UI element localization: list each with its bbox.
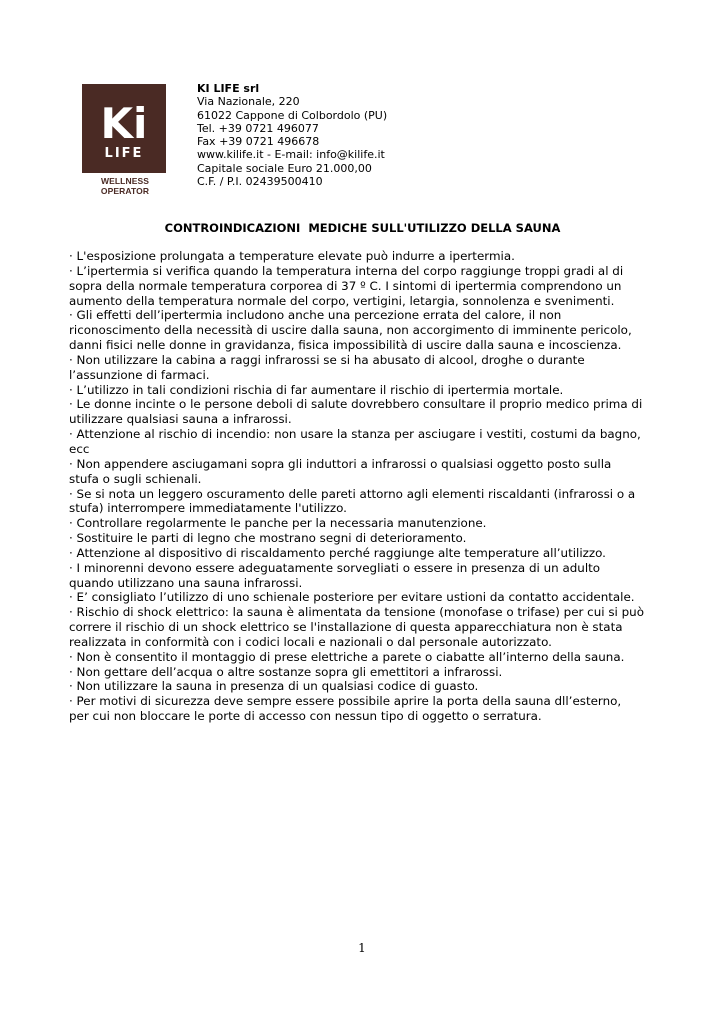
paragraph: · Non utilizzare la cabina a raggi infrarossi se si ha abusato di alcool, droghe o durante l’assunzione di farmaci. xyxy=(69,352,585,382)
company-info xyxy=(197,82,497,188)
page-number: 1 xyxy=(358,941,366,955)
company-phone: Tel. +39 0721 496077 xyxy=(197,121,319,135)
logo-mark-text: Ki xyxy=(100,99,148,148)
paragraph: · L’ipertermia si verifica quando la temperatura interna del corpo raggiunge troppi gradi al di sopra della normale temperatura corporea di 37 º C. I sintomi di ipertermia comprendono un aumento della temperatura normale del corpo, vertigini, letargia, sonnolenza e svenimenti. xyxy=(69,263,624,308)
company-logo xyxy=(82,84,166,173)
paragraph: · L’utilizzo in tali condizioni rischia di far aumentare il rischio di ipertermia mortale. xyxy=(69,382,564,397)
paragraph: · I minorenni devono essere adeguatamente sorvegliati o essere in presenza di un adulto quando utilizzano una sauna infrarossi. xyxy=(69,560,601,590)
logo-subtext: LIFE xyxy=(104,146,144,161)
paragraph: · Gli effetti dell’ipertermia includono anche una percezione errata del calore, il non riconoscimento della necessità di uscire dalla sauna, non accorgimento di imminente pericolo, danni fisici nelle donne in gravidanza, fisica impossibilità di uscire dalla sauna e incoscienza. xyxy=(69,308,632,353)
paragraph: · Sostituire le parti di legno che mostrano segni di deterioramento. xyxy=(69,531,467,546)
document-body xyxy=(69,249,644,724)
company-name: KI LIFE srl xyxy=(197,82,260,95)
paragraph: · Non gettare dell’acqua o altre sostanze sopra gli emettitori a infrarossi. xyxy=(69,664,503,679)
document-title: CONTROINDICAZIONI MEDICHE SULL'UTILIZZO DELLA SAUNA xyxy=(164,221,561,235)
paragraph: · Rischio di shock elettrico: la sauna è alimentata da tensione (monofase o trifase) per cui si può correre il rischio di un shock elettrico se l'installazione di questa apparecchiatura non è stata realizzata in conformità con i codici locali e nazionali o dal personale autorizzato. xyxy=(69,605,644,649)
company-web-email: www.kilife.it - E-mail: info@kilife.it xyxy=(197,148,385,162)
company-address-street: Via Nazionale, 220 xyxy=(197,95,300,109)
paragraph: · Non è consentito il montaggio di prese elettriche a parete o ciabatte all’interno della sauna. xyxy=(69,649,625,664)
company-vat: C.F. / P.I. 02439500410 xyxy=(197,175,323,189)
paragraph: · L'esposizione prolungata a temperature elevate può indurre a ipertermia. xyxy=(69,249,515,263)
paragraph: · Non utilizzare la sauna in presenza di un qualsiasi codice di guasto. xyxy=(69,679,479,694)
paragraph: · Attenzione al rischio di incendio: non usare la stanza per asciugare i vestiti, costumi da bagno, ecc xyxy=(69,427,641,456)
logo-tagline: WELLNESS OPERATOR xyxy=(100,176,150,196)
paragraph: · Per motivi di sicurezza deve sempre essere possibile aprire la porta della sauna dll’esterno, per cui non bloccare le porte di accesso con nessun tipo di oggetto o serratura. xyxy=(69,694,622,724)
paragraph: · Le donne incinte o le persone deboli di salute dovrebbero consultare il proprio medico prima di utilizzare qualsiasi sauna a infrarossi. xyxy=(69,397,643,427)
company-address-city: 61022 Cappone di Colbordolo (PU) xyxy=(197,108,388,122)
paragraph: · Se si nota un leggero oscuramento delle pareti attorno agli elementi riscaldanti (infrarossi o a stufa) interrompere immediatamente l'utilizzo. xyxy=(69,486,636,516)
paragraph: · Controllare regolarmente le panche per la necessaria manutenzione. xyxy=(69,516,487,531)
paragraph: · Non appendere asciugamani sopra gli induttori a infrarossi o qualsiasi oggetto posto sulla stufa o sugli schienali. xyxy=(69,456,612,486)
company-fax: Fax +39 0721 496678 xyxy=(197,135,320,149)
paragraph: · E’ consigliato l’utilizzo di uno schienale posteriore per evitare ustioni da contatto accidentale. xyxy=(69,590,635,605)
paragraph: · Attenzione al dispositivo di riscaldamento perché raggiunge alte temperature all’utilizzo. xyxy=(69,545,606,560)
ki-life-logo-mark xyxy=(82,84,166,173)
company-capital: Capitale sociale Euro 21.000,00 xyxy=(197,161,372,175)
